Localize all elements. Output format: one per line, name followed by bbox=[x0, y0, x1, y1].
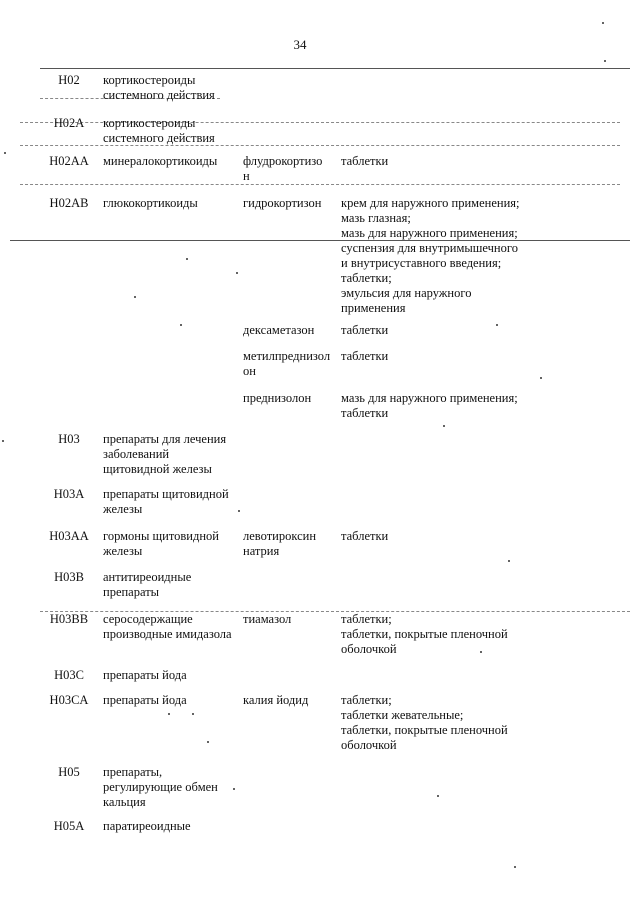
atc-group-name-line: глюкокортикоиды bbox=[103, 196, 198, 210]
dosage-forms-line: таблетки bbox=[341, 323, 389, 337]
scan-speck bbox=[508, 560, 510, 562]
dosage-forms-line: оболочкой bbox=[341, 642, 397, 656]
scan-speck bbox=[437, 795, 439, 797]
atc-group-name-line: антитиреоидные bbox=[103, 570, 192, 584]
scan-speck bbox=[186, 258, 188, 260]
atc-code: H02 bbox=[58, 73, 80, 87]
atc-group-name-line: препараты bbox=[103, 585, 160, 599]
atc-group-name-line: препараты йода bbox=[103, 693, 187, 707]
dosage-forms bbox=[341, 391, 541, 421]
atc-group-name-line: паратиреоидные bbox=[103, 819, 191, 833]
atc-group-name-line: препараты йода bbox=[103, 668, 187, 682]
dosage-forms bbox=[341, 154, 541, 169]
scan-speck bbox=[4, 152, 6, 154]
drug-name-line: левотироксин bbox=[243, 529, 317, 543]
atc-code: H05 bbox=[58, 765, 80, 779]
atc-group-name-line: железы bbox=[103, 502, 143, 516]
atc-group-name-line: щитовидной железы bbox=[103, 462, 212, 476]
atc-group-name-line: гормоны щитовидной bbox=[103, 529, 219, 543]
drug-name bbox=[243, 196, 339, 211]
dosage-forms bbox=[341, 196, 541, 316]
drug-name-line: гидрокортизон bbox=[243, 196, 322, 210]
scan-speck bbox=[236, 272, 238, 274]
dosage-forms-line: мазь для наружного применения; bbox=[341, 391, 518, 405]
atc-group-name-line: серосодержащие bbox=[103, 612, 193, 626]
dosage-forms-line: эмульсия для наружного bbox=[341, 286, 472, 300]
atc-group-name-line: кортикостероиды bbox=[103, 116, 196, 130]
atc-group-name bbox=[103, 196, 243, 211]
atc-group-name-line: производные имидазола bbox=[103, 627, 232, 641]
dosage-forms-line: таблетки bbox=[341, 529, 389, 543]
atc-group-name bbox=[103, 612, 243, 642]
dosage-forms-line: применения bbox=[341, 301, 406, 315]
dosage-forms-line: мазь для наружного применения; bbox=[341, 226, 518, 240]
atc-group-name bbox=[103, 73, 243, 103]
dosage-forms-line: таблетки bbox=[341, 349, 389, 363]
scan-speck bbox=[540, 377, 542, 379]
dosage-forms-line: таблетки bbox=[341, 406, 389, 420]
dosage-forms bbox=[341, 529, 541, 544]
atc-group-name-line: кальция bbox=[103, 795, 146, 809]
page-number: 34 bbox=[293, 37, 307, 52]
atc-code: H02AA bbox=[49, 154, 89, 168]
dosage-forms-line: таблетки; bbox=[341, 693, 392, 707]
scan-speck bbox=[496, 324, 498, 326]
dosage-forms-line: суспензия для внутримышечного bbox=[341, 241, 518, 255]
dosage-forms-line: мазь глазная; bbox=[341, 211, 411, 225]
table-rule bbox=[20, 184, 620, 185]
drug-name bbox=[243, 612, 339, 627]
atc-group-name bbox=[103, 765, 243, 810]
atc-group-name bbox=[103, 154, 243, 169]
drug-name bbox=[243, 349, 339, 379]
scan-speck bbox=[480, 651, 482, 653]
dosage-forms-line: оболочкой bbox=[341, 738, 397, 752]
table-rule bbox=[40, 68, 630, 69]
atc-code: H03AA bbox=[49, 529, 89, 543]
atc-group-name-line: кортикостероиды bbox=[103, 73, 196, 87]
atc-group-name-line: железы bbox=[103, 544, 143, 558]
atc-group-name-line: системного действия bbox=[103, 131, 215, 145]
scan-speck bbox=[604, 60, 606, 62]
drug-name bbox=[243, 323, 339, 338]
drug-name bbox=[243, 693, 339, 708]
drug-name-line: н bbox=[243, 169, 250, 183]
dosage-forms-line: таблетки, покрытые пленочной bbox=[341, 627, 508, 641]
drug-name-line: калия йодид bbox=[243, 693, 309, 707]
atc-group-name-line: минералокортикоиды bbox=[103, 154, 218, 168]
atc-code: H03CA bbox=[49, 693, 89, 707]
dosage-forms bbox=[341, 693, 541, 753]
atc-code: H02A bbox=[53, 116, 85, 130]
drug-name-line: натрия bbox=[243, 544, 280, 558]
atc-group-name bbox=[103, 668, 243, 683]
scan-speck bbox=[168, 713, 170, 715]
atc-code: H03 bbox=[58, 432, 80, 446]
dosage-forms-line: таблетки bbox=[341, 154, 389, 168]
scan-speck bbox=[443, 425, 445, 427]
atc-group-name bbox=[103, 432, 243, 477]
drug-name bbox=[243, 391, 339, 406]
dosage-forms bbox=[341, 612, 541, 657]
atc-group-name bbox=[103, 487, 243, 517]
scan-speck bbox=[238, 510, 240, 512]
drug-name-line: метилпреднизол bbox=[243, 349, 331, 363]
atc-group-name-line: препараты, bbox=[103, 765, 163, 779]
scan-speck bbox=[180, 324, 182, 326]
drug-name-line: тиамазол bbox=[243, 612, 292, 626]
scan-speck bbox=[207, 741, 209, 743]
dosage-forms-line: таблетки жевательные; bbox=[341, 708, 464, 722]
atc-code: H02AB bbox=[49, 196, 89, 210]
atc-code: H05A bbox=[53, 819, 85, 833]
atc-code: H03C bbox=[54, 668, 84, 682]
atc-group-name bbox=[103, 819, 243, 834]
scan-speck bbox=[134, 296, 136, 298]
scan-speck bbox=[2, 440, 4, 442]
drug-name-line: флудрокортизо bbox=[243, 154, 323, 168]
dosage-forms-line: таблетки; bbox=[341, 612, 392, 626]
atc-code: H03B bbox=[54, 570, 84, 584]
atc-group-name bbox=[103, 693, 243, 708]
atc-group-name bbox=[103, 116, 243, 146]
atc-code: H03BB bbox=[49, 612, 89, 626]
atc-group-name bbox=[103, 570, 243, 600]
atc-group-name-line: заболеваний bbox=[103, 447, 170, 461]
scan-speck bbox=[192, 713, 194, 715]
dosage-forms-line: таблетки, покрытые пленочной bbox=[341, 723, 508, 737]
drug-name bbox=[243, 154, 339, 184]
dosage-forms bbox=[341, 323, 541, 338]
atc-group-name bbox=[103, 529, 243, 559]
dosage-forms-line: таблетки; bbox=[341, 271, 392, 285]
scan-speck bbox=[514, 866, 516, 868]
atc-code: H03A bbox=[53, 487, 85, 501]
dosage-forms bbox=[341, 349, 541, 364]
atc-group-name-line: препараты для лечения bbox=[103, 432, 227, 446]
atc-group-name-line: регулирующие обмен bbox=[103, 780, 218, 794]
dosage-forms-line: крем для наружного применения; bbox=[341, 196, 520, 210]
scan-speck bbox=[233, 788, 235, 790]
drug-name-line: преднизолон bbox=[243, 391, 312, 405]
drug-name-line: он bbox=[243, 364, 256, 378]
dosage-forms-line: и внутрисуставного введения; bbox=[341, 256, 502, 270]
drug-name bbox=[243, 529, 339, 559]
atc-group-name-line: системного действия bbox=[103, 88, 215, 102]
drug-name-line: дексаметазон bbox=[243, 323, 315, 337]
atc-group-name-line: препараты щитовидной bbox=[103, 487, 229, 501]
scan-speck bbox=[602, 22, 604, 24]
